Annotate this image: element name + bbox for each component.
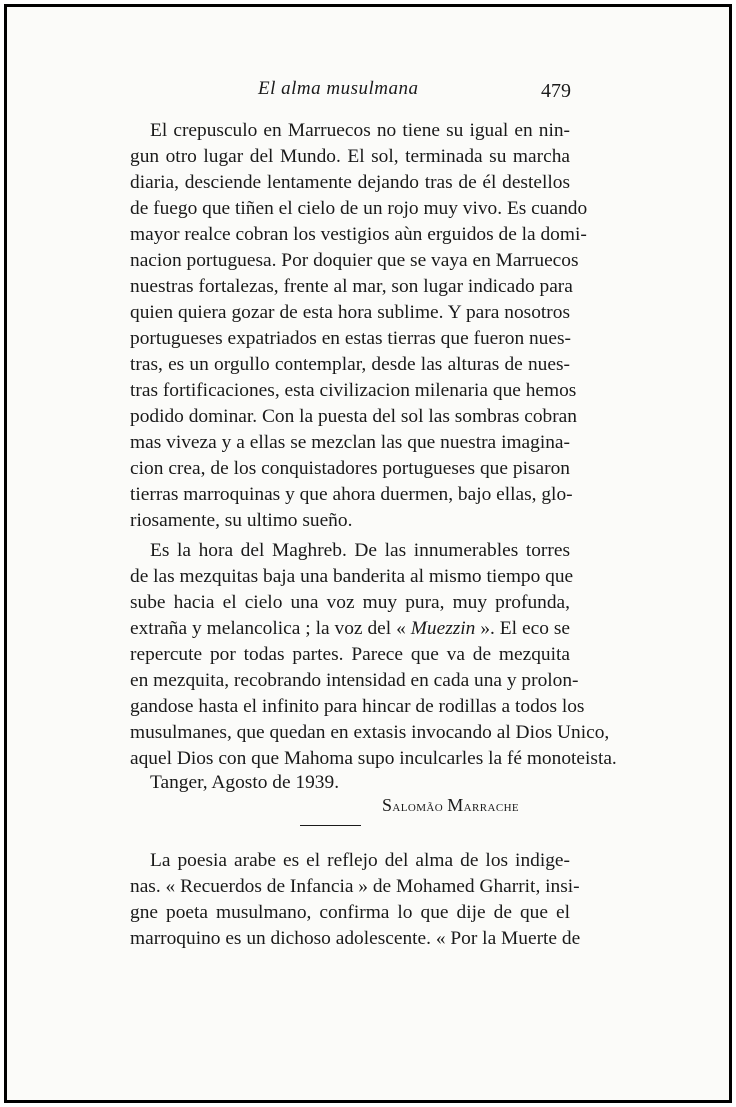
text-line: tras fortificaciones, esta civilizacion milenaria que hemos (130, 380, 577, 401)
text-line: La poesia arabe es el reflejo del alma de los indige- (150, 850, 570, 871)
text-line: portugueses expatriados en estas tierras que fueron nues- (130, 328, 571, 349)
text-line: musulmanes, que quedan en extasis invocando al Dios Unico, (130, 722, 610, 743)
text-line: Es la hora del Maghreb. De las innumerables torres (150, 540, 570, 561)
text-line: diaria, desciende lentamente dejando tras de él destellos (130, 172, 570, 193)
text-line: nas. « Recuerdos de Infancia » de Mohamed Gharrit, insi- (130, 876, 580, 897)
text-line: El crepusculo en Marruecos no tiene su igual en nin- (150, 120, 570, 141)
dateline: Tanger, Agosto de 1939. (150, 772, 340, 793)
text-line: sube hacia el cielo una voz muy pura, muy profunda, (130, 592, 570, 613)
text-line: de las mezquitas baja una banderita al mismo tiempo que (130, 566, 574, 587)
text-line-quote: extraña y melancolica ; la voz del « Muezzin ». El eco se (130, 618, 570, 639)
text-line: gne poeta musulmano, confirma lo que dije de que el (130, 902, 570, 923)
text-line: en mezquita, recobrando intensidad en cada una y prolon- (130, 670, 579, 691)
text-line: mayor realce cobran los vestigios aùn erguidos de la domi- (130, 224, 587, 245)
text-line: repercute por todas partes. Parece que va de mezquita (130, 644, 570, 665)
running-title: El alma musulmana (258, 78, 419, 99)
text-line: mas viveza y a ellas se mezclan las que nuestra imagina- (130, 432, 570, 453)
text-line: gun otro lugar del Mundo. El sol, terminada su marcha (130, 146, 570, 167)
author-signature: Salomão Marrache (382, 795, 520, 815)
text-line: tierras marroquinas y que ahora duermen, bajo ellas, glo- (130, 484, 573, 505)
text-line: aquel Dios con que Mahoma supo inculcarles la fé monoteista. (130, 748, 617, 769)
text-line: gandose hasta el infinito para hincar de rodillas a todos los (130, 696, 585, 717)
text-line: riosamente, su ultimo sueño. (130, 510, 353, 531)
text-line: tras, es un orgullo contemplar, desde las alturas de nues- (130, 354, 570, 375)
text-line: nuestras fortalezas, frente al mar, son lugar indicado para (130, 276, 573, 297)
text-line: marroquino es un dichoso adolescente. « Por la Muerte de (130, 928, 581, 949)
text-line: quien quiera gozar de esta hora sublime. Y para nosotros (130, 302, 570, 323)
text-line: podido dominar. Con la puesta del sol las sombras cobran (130, 406, 577, 427)
text-line: de fuego que tiñen el cielo de un rojo muy vivo. Es cuando (130, 198, 588, 219)
section-divider (300, 825, 361, 826)
text-line: cion crea, de los conquistadores portugueses que pisaron (130, 458, 570, 479)
text-line: nacion portuguesa. Por doquier que se vaya en Marruecos (130, 250, 579, 271)
muezzin-word: Muezzin (410, 618, 476, 639)
page-number: 479 (541, 80, 571, 102)
